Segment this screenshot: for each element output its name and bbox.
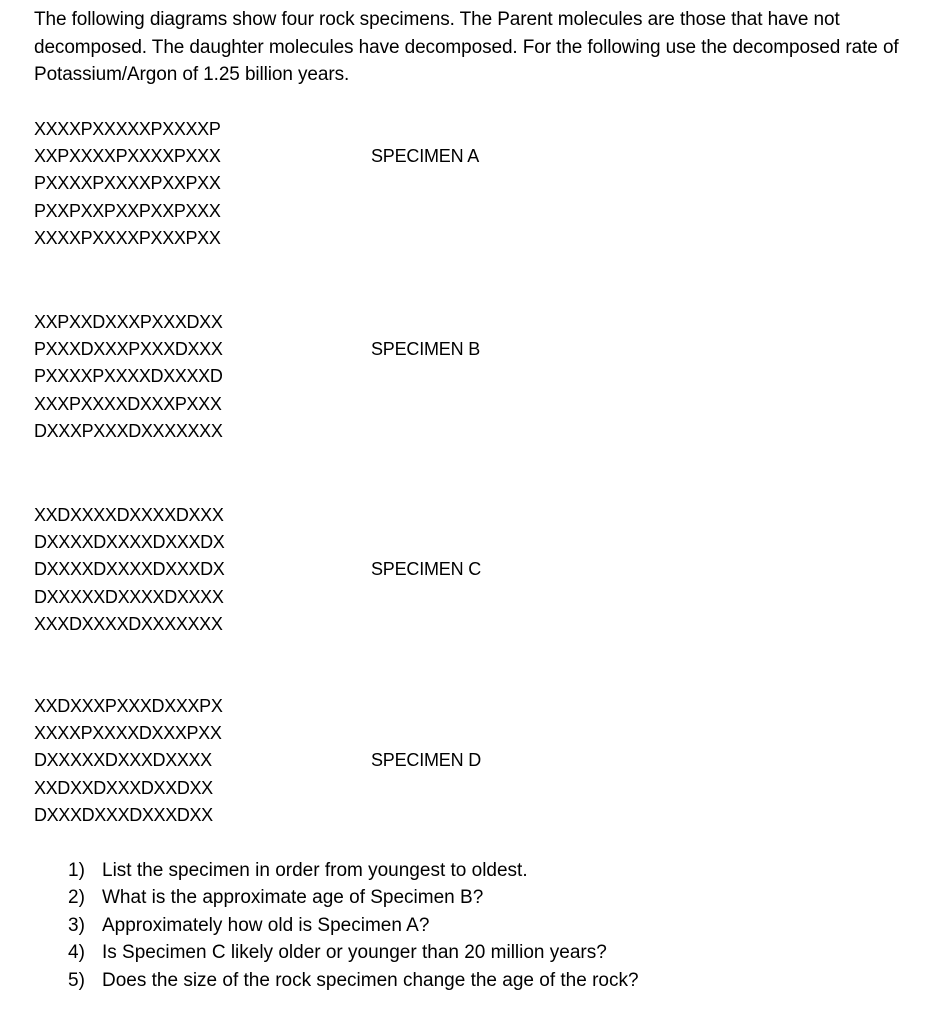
specimen-a-label: SPECIMEN A [371, 146, 480, 166]
question-text: List the specimen in order from youngest to oldest. [102, 860, 528, 881]
specimen-d [34, 693, 634, 829]
specimen-b-label: SPECIMEN B [371, 339, 481, 359]
molecule-row: XXPXXXXPXXXXPXXX [34, 146, 221, 167]
molecule-row: XXPXXDXXXPXXXDXX [34, 312, 223, 332]
molecule-row: DXXXDXXXDXXXDXX [34, 804, 213, 825]
question-number: 5) [68, 969, 85, 991]
molecule-row: PXXXXPXXXXPXXPXX [34, 173, 221, 194]
molecule-row: XXXXPXXXXXPXXXXP [34, 119, 221, 139]
intro-paragraph: The following diagrams show four rock specimens. The Parent molecules are those that have not decomposed. The daughter molecules have decomposed. For the following use the decomposed rate of Potassium/Argon of 1.25 billion years. [34, 9, 899, 85]
specimen-c [34, 502, 634, 638]
specimen-b-rows [34, 309, 634, 445]
molecule-row: PXXXXPXXXXDXXXXD [34, 366, 223, 387]
molecule-row: DXXXXDXXXXDXXXDX [34, 532, 225, 553]
specimen-a-rows [34, 116, 634, 252]
specimen-a [34, 116, 634, 252]
question-item [68, 939, 639, 966]
question-text: Approximately how old is Specimen A? [102, 914, 430, 936]
molecule-row: DXXXXDXXXXDXXXDX [34, 559, 225, 580]
molecule-row: XXDXXXPXXXDXXXPX [34, 696, 223, 716]
molecule-row: XXDXXDXXXDXXDXX [34, 777, 213, 798]
molecule-row: XXXXPXXXXDXXXPXX [34, 723, 222, 744]
question-item [68, 967, 639, 994]
question-item [68, 884, 639, 911]
molecule-row: XXXXPXXXXPXXXPXX [34, 227, 221, 248]
molecule-row: XXXPXXXXDXXXPXXX [34, 393, 222, 414]
molecule-row: DXXXXXDXXXXDXXXX [34, 586, 224, 607]
question-number: 4) [68, 942, 85, 964]
question-number: 1) [68, 860, 85, 881]
molecule-row: XXDXXXXDXXXXDXXX [34, 505, 224, 525]
question-text: Does the size of the rock specimen change the age of the rock? [102, 969, 639, 991]
question-text: Is Specimen C likely older or younger than 20 million years? [102, 942, 607, 964]
molecule-row: XXXDXXXXDXXXXXXX [34, 613, 223, 634]
specimen-d-label: SPECIMEN D [371, 750, 482, 770]
question-number: 3) [68, 914, 85, 936]
question-number: 2) [68, 887, 85, 909]
specimen-b [34, 309, 634, 445]
specimen-c-label: SPECIMEN C [371, 559, 482, 579]
question-list [68, 857, 639, 994]
molecule-row: DXXXPXXXDXXXXXXX [34, 420, 223, 441]
molecule-row: PXXXDXXXPXXXDXXX [34, 339, 223, 360]
molecule-row: DXXXXXDXXXDXXXX [34, 750, 212, 771]
question-text: What is the approximate age of Specimen B? [102, 887, 484, 909]
molecule-row: PXXPXXPXXPXXPXXX [34, 200, 221, 221]
question-item [68, 912, 639, 939]
specimen-d-rows [34, 693, 634, 829]
question-item [68, 857, 639, 884]
specimen-c-rows [34, 502, 634, 638]
